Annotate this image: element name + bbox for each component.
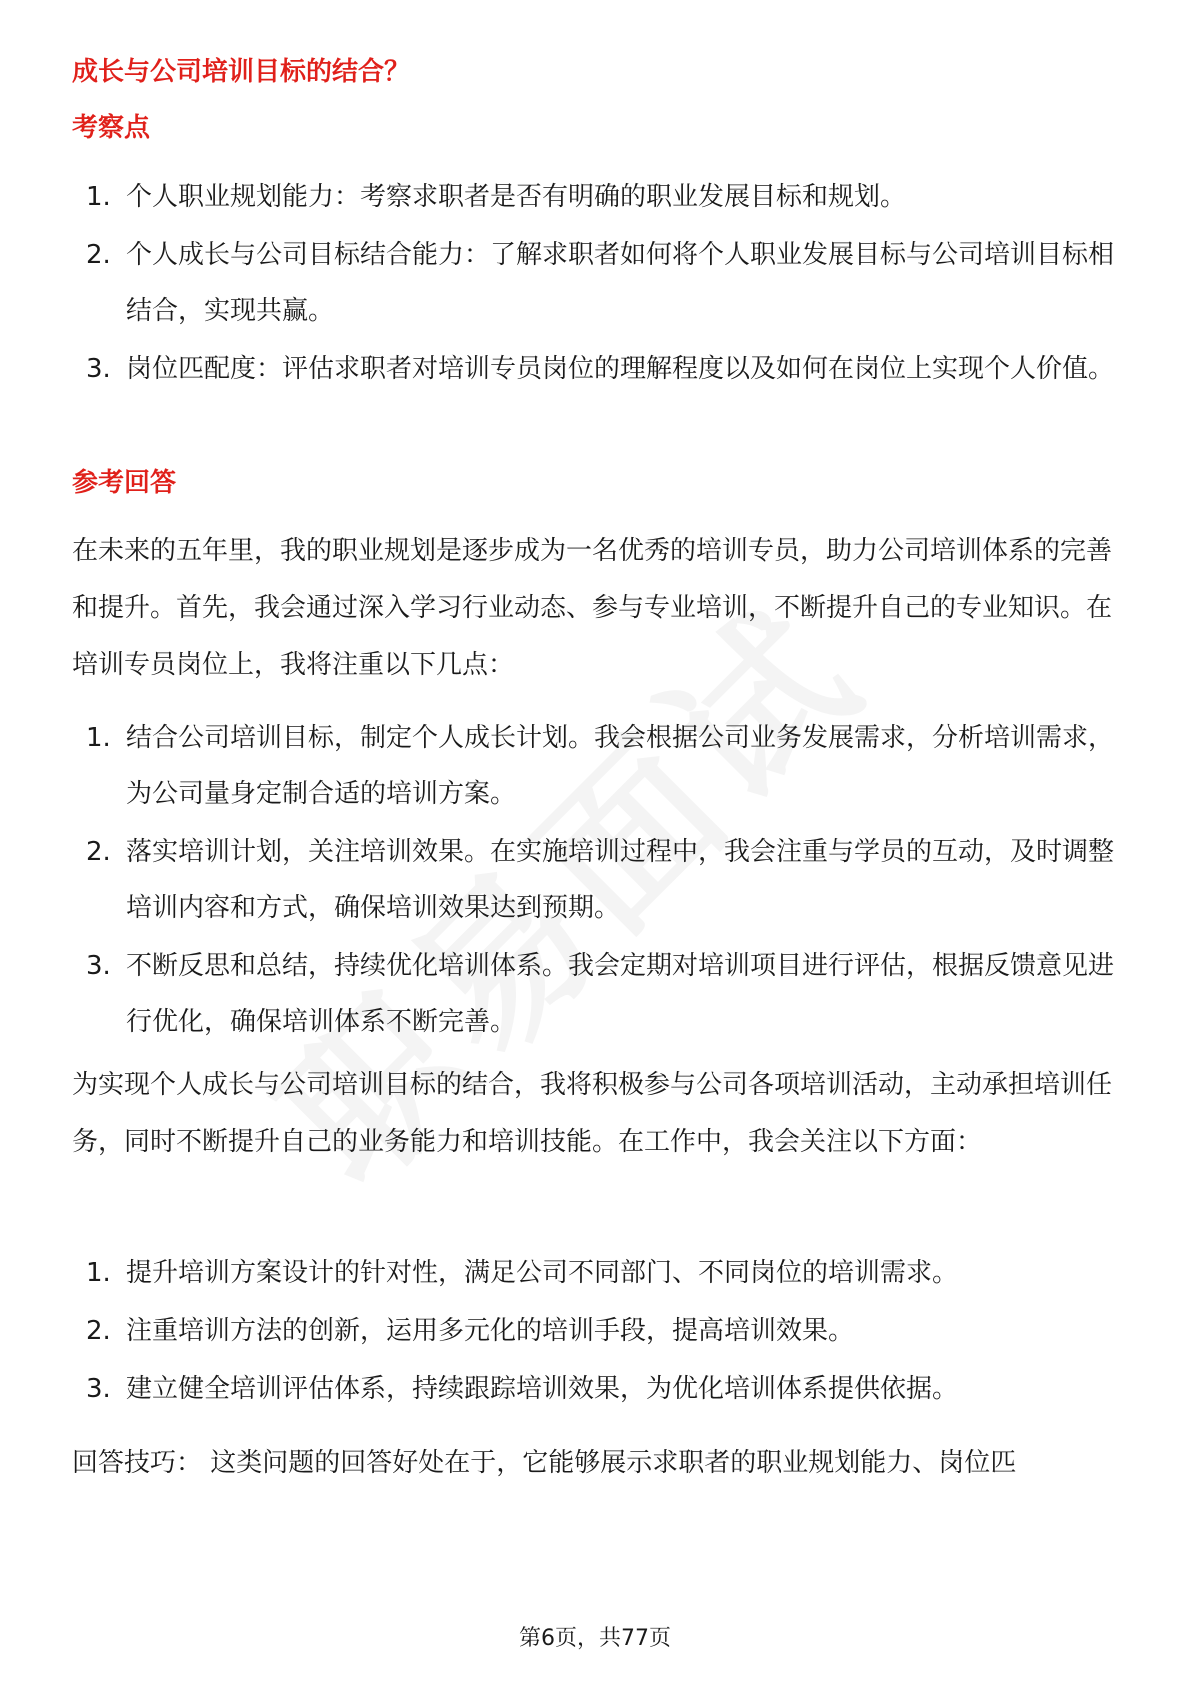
list-item-number: 1. (86, 723, 111, 753)
focus-areas-list (72, 1245, 1122, 1419)
list-item (72, 341, 1122, 397)
answer-points-list (72, 710, 1122, 1052)
list-item (72, 710, 1122, 822)
section-heading-reference-answer: 参考回答 (72, 468, 177, 498)
list-item-number: 2. (86, 837, 111, 867)
page-title: 成长与公司培训目标的结合？ (72, 57, 411, 87)
answer-tips-paragraph: 回答技巧： 这类问题的回答好处在于，它能够展示求职者的职业规划能力、岗位匹 (72, 1448, 1017, 1478)
list-item (72, 1245, 1122, 1301)
page-number-footer: 第6页，共77页 (519, 1626, 671, 1651)
list-item-number: 3. (86, 1374, 111, 1404)
list-item-text: 结合公司培训目标，制定个人成长计划。我会根据公司业务发展需求，分析培训需求，为公司量身定制合适的培训方案。 (126, 723, 1115, 809)
list-item (72, 169, 1122, 225)
list-item-text: 岗位匹配度：评估求职者对培训专员岗位的理解程度以及如何在岗位上实现个人价值。 (126, 354, 1115, 384)
list-item (72, 227, 1122, 339)
list-item-number: 1. (86, 1258, 111, 1288)
list-item-number: 3. (86, 951, 111, 981)
list-item-text: 提升培训方案设计的针对性，满足公司不同部门、不同岗位的培训需求。 (126, 1258, 959, 1288)
list-item (72, 938, 1122, 1050)
list-item-text: 注重培训方法的创新，运用多元化的培训手段，提高培训效果。 (126, 1316, 855, 1346)
list-item (72, 1303, 1122, 1359)
answer-middle-paragraph: 为实现个人成长与公司培训目标的结合，我将积极参与公司各项培训活动，主动承担培训任务，同时不断提升自己的业务能力和培训技能。在工作中，我会关注以下方面： (72, 1070, 1113, 1157)
list-item-text: 个人成长与公司目标结合能力：了解求职者如何将个人职业发展目标与公司培训目标相结合，实现共赢。 (126, 240, 1115, 326)
list-item-number: 2. (86, 1316, 111, 1346)
list-item-number: 1. (86, 182, 111, 212)
list-item-text: 建立健全培训评估体系，持续跟踪培训效果，为优化培训体系提供依据。 (126, 1374, 959, 1404)
list-item-number: 2. (86, 240, 111, 270)
list-item-text: 落实培训计划，关注培训效果。在实施培训过程中，我会注重与学员的互动，及时调整培训内容和方式，确保培训效果达到预期。 (126, 837, 1115, 923)
examination-points-list (72, 169, 1122, 399)
answer-intro-paragraph: 在未来的五年里，我的职业规划是逐步成为一名优秀的培训专员，助力公司培训体系的完善和提升。首先，我会通过深入学习行业动态、参与专业培训，不断提升自己的专业知识。在培训专员岗位上，我将注重以下几点： (72, 536, 1113, 680)
list-item-number: 3. (86, 354, 111, 384)
section-heading-examination-points: 考察点 (72, 113, 151, 143)
list-item (72, 824, 1122, 936)
list-item-text: 个人职业规划能力：考察求职者是否有明确的职业发展目标和规划。 (126, 182, 907, 212)
list-item (72, 1361, 1122, 1417)
list-item-text: 不断反思和总结，持续优化培训体系。我会定期对培训项目进行评估，根据反馈意见进行优化，确保培训体系不断完善。 (126, 951, 1115, 1037)
